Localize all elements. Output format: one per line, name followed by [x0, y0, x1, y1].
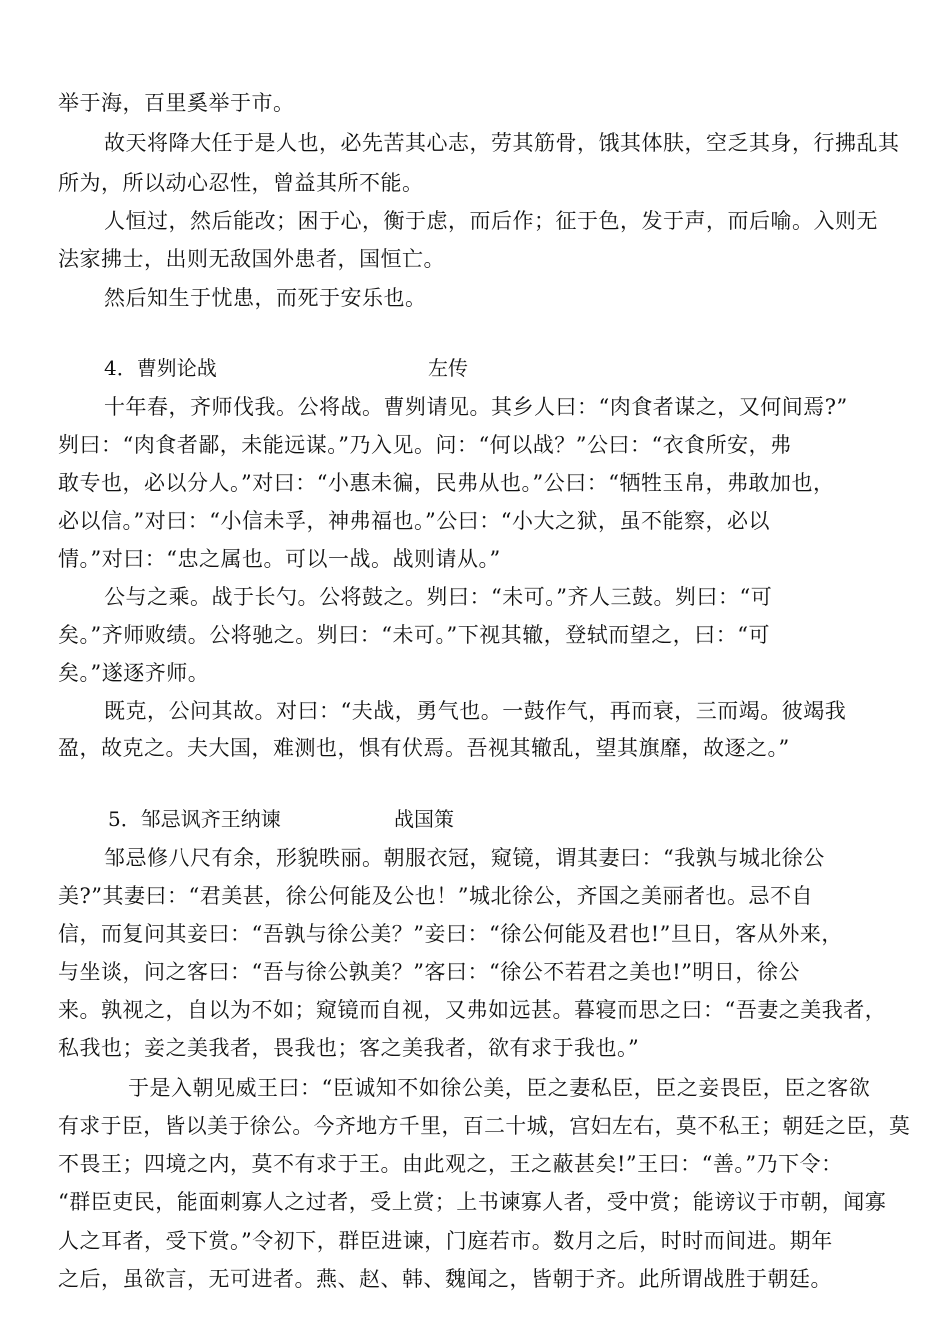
text-line: 于是入朝见威王曰：“臣诚知不如徐公美，臣之妻私臣，臣之妾畏臣，臣之客欲: [128, 1076, 871, 1100]
text-line: 人恒过，然后能改；困于心，衡于虑，而后作；征于色，发于声，而后喻。入则无: [104, 209, 878, 233]
text-line: 矣。”齐师败绩。公将驰之。刿曰：“未可。”下视其辙，登轼而望之，曰：“可: [58, 623, 770, 647]
section-source: 左传: [428, 356, 468, 380]
text-line: 美?”其妻曰：“君美甚，徐公何能及公也！”城北徐公，齐国之美丽者也。忌不自: [58, 884, 813, 908]
text-line: 私我也；妾之美我者，畏我也；客之美我者，欲有求于我也。”: [58, 1036, 640, 1060]
text-line: 然后知生于忧患，而死于安乐也。: [104, 286, 427, 310]
section-heading: [108, 804, 528, 834]
text-line: 与坐谈，问之客曰：“吾与徐公孰美？”客曰：“徐公不若君之美也!”明日，徐公: [58, 960, 800, 984]
section-title: 4．曹刿论战: [104, 356, 217, 380]
text-line: 刿曰：“肉食者鄙，未能远谋。”乃入见。问：“何以战？”公曰：“衣食所安，弗: [58, 433, 792, 457]
text-line: 敢专也，必以分人。”对曰：“小惠未徧，民弗从也。”公曰：“牺牲玉帛，弗敢加也，: [58, 471, 835, 495]
text-line: 信，而复问其妾曰：“吾孰与徐公美？”妾曰：“徐公何能及君也!”旦日，客从外来，: [58, 922, 843, 946]
text-line: 情。”对曰：“忠之属也。可以一战。战则请从。”: [58, 547, 501, 571]
text-line: 邹忌修八尺有余，形貌昳丽。朝服衣冠，窥镜，谓其妻曰：“我孰与城北徐公: [104, 846, 825, 870]
text-line: 人之耳者，受下赏。”令初下，群臣进谏，门庭若市。数月之后，时时而间进。期年: [58, 1229, 833, 1253]
text-line: 所为，所以动心忍性，曾益其所不能。: [58, 171, 424, 195]
section-title: 5．邹忌讽齐王纳谏: [108, 807, 281, 831]
text-line: 来。孰视之，自以为不如；窥镜而自视，又弗如远甚。暮寝而思之曰：“吾妻之美我者，: [58, 998, 887, 1022]
text-line: 法家拂士，出则无敌国外患者，国恒亡。: [58, 247, 445, 271]
text-line: 必以信。”对曰：“小信未孚，神弗福也。”公曰：“小大之狱，虽不能察，必以: [58, 509, 770, 533]
text-line: 故天将降大任于是人也，必先苦其心志，劳其筋骨，饿其体肤，空乏其身，行拂乱其: [104, 131, 900, 155]
text-line: 举于海，百里奚举于市。: [58, 91, 295, 115]
text-line: 盈，故克之。夫大国，难测也，惧有伏焉。吾视其辙乱，望其旗靡，故逐之。”: [58, 736, 790, 760]
text-line: 十年春，齐师伐我。公将战。曹刿请见。其乡人曰：“肉食者谋之，又何间焉?”: [104, 395, 848, 419]
text-line: 公与之乘。战于长勺。公将鼓之。刿曰：“未可。”齐人三鼓。刿曰：“可: [104, 585, 773, 609]
text-line: 不畏王；四境之内，莫不有求于王。由此观之，王之蔽甚矣!”王曰：“善。”乃下令：: [58, 1152, 843, 1176]
text-line: 矣。”遂逐齐师。: [58, 661, 210, 685]
text-line: 既克，公问其故。对曰：“夫战，勇气也。一鼓作气，再而衰，三而竭。彼竭我: [104, 699, 847, 723]
text-line: 之后，虽欲言，无可进者。燕、赵、韩、魏闻之，皆朝于齐。此所谓战胜于朝廷。: [58, 1267, 832, 1291]
section-source: 战国策: [394, 807, 454, 831]
text-line: 有求于臣，皆以美于徐公。今齐地方千里，百二十城，宫妇左右，莫不私王；朝廷之臣，莫: [58, 1114, 911, 1138]
section-heading: [104, 353, 524, 383]
text-line: “群臣吏民，能面刺寡人之过者，受上赏；上书谏寡人者，受中赏；能谤议于市朝，闻寡: [58, 1190, 887, 1214]
